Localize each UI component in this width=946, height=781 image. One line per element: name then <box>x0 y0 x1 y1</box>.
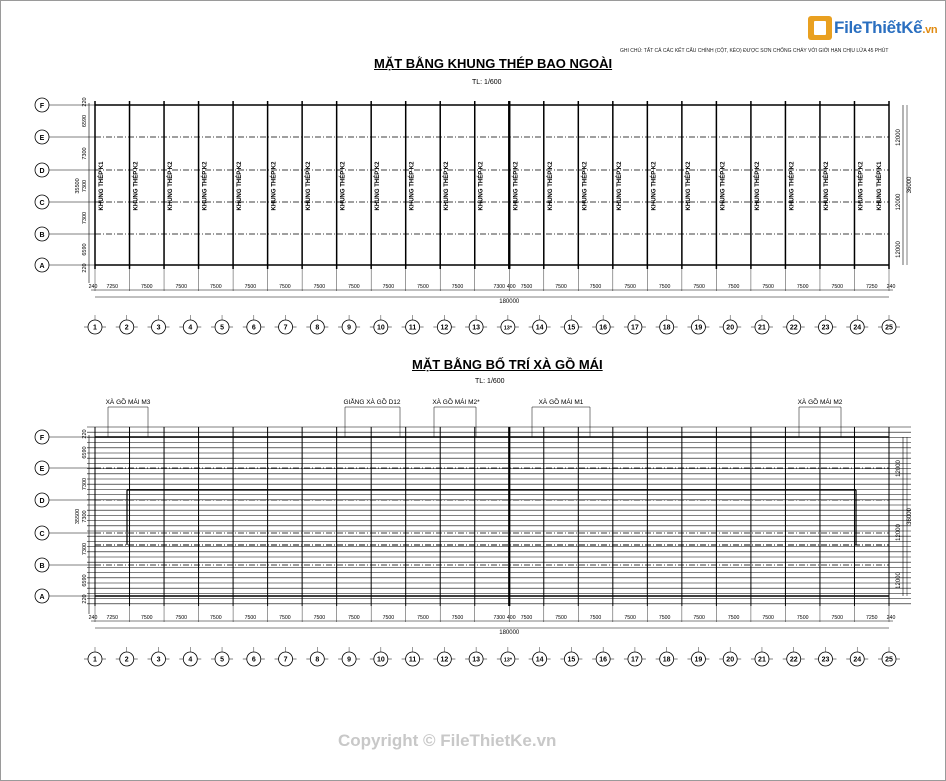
left-dim-text: 7300 <box>82 179 88 193</box>
frame-label: KHUNG THÉP K2 <box>271 161 278 211</box>
copyright-watermark: Copyright © FileThietKe.vn <box>338 731 557 750</box>
bottom-dim-text: 7250 <box>106 284 119 290</box>
purlin-callout-label: XÀ GỒ MÁI M2 <box>797 399 843 406</box>
right-dim-text: 12000 <box>896 193 902 211</box>
bottom-dim-text: 7250 <box>865 284 878 290</box>
bottom-dim-text: 7500 <box>658 615 671 621</box>
right-dim-text: 12000 <box>896 241 902 258</box>
col-axis-label: 12 <box>440 656 449 664</box>
col-axis-label: 2 <box>124 324 129 332</box>
plan2-title: MẶT BẰNG BỐ TRÍ XÀ GỒ MÁI <box>412 357 603 372</box>
bottom-dim-text: 7500 <box>624 284 636 290</box>
right-dim-text: 12000 <box>896 129 902 146</box>
bottom-dim-text: 7500 <box>313 284 326 290</box>
bottom-dim-text: 7500 <box>727 284 740 290</box>
frame-label: KHUNG THÉP K2 <box>789 161 796 211</box>
row-axis-label: D <box>39 168 45 175</box>
row-axis-label: C <box>39 531 45 538</box>
col-axis-label: 7 <box>283 656 288 664</box>
left-dim-text: 220 <box>82 594 88 604</box>
bottom-dim-text: 7500 <box>693 284 705 290</box>
bottom-dim-text: 7250 <box>865 615 878 621</box>
col-axis-label: 20 <box>726 656 735 664</box>
left-dim-text: 7300 <box>82 477 88 491</box>
row-axis-label: C <box>39 200 45 207</box>
bottom-dim-text: 7500 <box>244 615 257 621</box>
frame-label: KHUNG THÉP K2 <box>720 161 727 211</box>
bottom-dim-text: 7500 <box>279 284 291 290</box>
frame-label: KHUNG THÉP K2 <box>133 161 140 211</box>
frame-label: KHUNG THÉP K1 <box>877 161 883 211</box>
col-axis-label: 15 <box>567 324 576 332</box>
col-axis-label: 18 <box>662 324 671 332</box>
col-axis-label: 8 <box>315 324 320 332</box>
bottom-dim-text: 7500 <box>762 615 774 621</box>
bottom-dim-text: 7500 <box>796 615 809 621</box>
bottom-dim-text: 7500 <box>520 284 533 290</box>
bottom-dim-text: 7500 <box>244 284 257 290</box>
purlin-callout-label: XÀ GỒ MÁI M3 <box>105 399 151 406</box>
col-axis-label: 5 <box>220 324 224 332</box>
frame-label: KHUNG THÉP K2 <box>202 161 209 211</box>
col-axis-label: 10 <box>376 324 385 332</box>
bottom-dim-text: 7500 <box>279 615 291 621</box>
col-axis-label: 14 <box>535 656 544 664</box>
bottom-dim-text: 240 <box>88 284 98 290</box>
left-dim-text: 6590 <box>82 574 88 587</box>
left-dim-text: 220 <box>82 97 88 107</box>
left-dim-text: 7300 <box>82 147 88 160</box>
bottom-dim-text: 7500 <box>831 615 843 621</box>
frame-label: KHUNG THÉP K2 <box>754 161 761 211</box>
bottom-dim-text: 7500 <box>417 284 429 290</box>
col-axis-label: 2 <box>124 656 129 664</box>
row-axis-label: A <box>39 263 45 270</box>
col-axis-label: 1 <box>93 324 97 332</box>
bottom-dim-text: 7500 <box>589 615 602 621</box>
col-axis-label: 19 <box>694 324 703 332</box>
left-dim-text: 6590 <box>82 114 88 128</box>
bottom-dim-text: 7500 <box>555 284 567 290</box>
col-axis-label: 25 <box>885 324 893 332</box>
col-axis-label: 22 <box>789 324 798 332</box>
plan2-scale: TL: 1/600 <box>475 378 505 385</box>
col-axis-label: 11 <box>408 324 417 332</box>
bottom-dim-text: 7500 <box>693 615 705 621</box>
col-axis-label: 24 <box>853 324 862 332</box>
right-dim-text: 12000 <box>896 460 902 477</box>
frame-label: KHUNG THÉP K2 <box>168 161 175 211</box>
left-dim-text: 220 <box>82 263 88 273</box>
bottom-dim-text: 240 <box>88 615 98 621</box>
bottom-dim-text: 7500 <box>451 284 464 290</box>
bottom-dim-text: 7300 <box>493 615 506 621</box>
left-dim-text: 6590 <box>82 446 88 459</box>
col-axis-label: 6 <box>251 656 256 664</box>
bottom-dim-text: 7500 <box>348 284 360 290</box>
bottom-dim-text: 7500 <box>796 284 809 290</box>
general-note: GHI CHÚ: TẤT CẢ CÁC KẾT CẤU CHÍNH (CỘT, KÈO) ĐƯỢC SƠN CHỐNG CHÁY VỚI GIỚI HẠN CHỊU LỬA 45 PHÚT <box>620 48 889 54</box>
col-axis-label: 9 <box>347 324 352 332</box>
col-axis-label: 18 <box>662 656 671 664</box>
col-axis-label: 11 <box>408 656 417 664</box>
frame-label: KHUNG THÉP K2 <box>823 161 830 211</box>
col-axis-label: 16 <box>599 324 608 332</box>
col-axis-label: 19 <box>694 656 703 664</box>
frame-label: KHUNG THÉP K2 <box>513 161 520 211</box>
col-axis-label: 6 <box>251 324 256 332</box>
bottom-dim-text: 7500 <box>762 284 774 290</box>
frame-label: KHUNG THÉP K2 <box>444 161 451 211</box>
left-dim-text: 220 <box>82 429 88 439</box>
frame-label: KHUNG THÉP K2 <box>375 161 382 211</box>
col-axis-label: 25 <box>885 656 893 664</box>
bottom-dim-text: 7500 <box>382 284 395 290</box>
row-axis-label: A <box>39 594 45 601</box>
col-axis-label: 21 <box>758 324 766 332</box>
right-overall-dim-text: 36000 <box>907 176 913 194</box>
left-dim-text: 7300 <box>82 510 88 523</box>
left-mid-dim-text: 35500 <box>75 178 81 194</box>
col-axis-label: 13 <box>472 656 481 664</box>
col-axis-label: 14 <box>535 324 544 332</box>
row-axis-label: E <box>39 135 45 142</box>
left-mid-dim-text: 35500 <box>75 508 81 525</box>
bottom-dim-text: 240 <box>886 284 896 290</box>
bottom-dim-text: 7500 <box>210 284 222 290</box>
col-axis-label: 21 <box>758 656 766 664</box>
col-axis-label: 20 <box>726 324 735 332</box>
row-axis-label: F <box>39 103 45 110</box>
bottom-dim-text: 7500 <box>175 284 188 290</box>
bottom-dim-text: 7500 <box>520 615 533 621</box>
col-axis-label: 23 <box>821 656 830 664</box>
plan1-scale: TL: 1/600 <box>472 79 502 86</box>
col-axis-label: 23 <box>821 324 830 332</box>
row-axis-label: E <box>39 466 45 473</box>
col-axis-label: 12 <box>440 324 449 332</box>
col-axis-label: 9 <box>347 656 352 664</box>
bottom-dim-text: 7500 <box>141 284 153 290</box>
bottom-dim-text: 7500 <box>313 615 326 621</box>
bottom-dim-text: 7250 <box>106 615 119 621</box>
frame-label: KHUNG THÉP K2 <box>616 161 623 211</box>
purlin-callout-label: GIẰNG XÀ GỒ D12 <box>343 399 401 406</box>
frame-label: KHUNG THÉP K2 <box>340 161 347 211</box>
overall-length-text: 180000 <box>499 630 520 636</box>
bottom-dim-text: 7500 <box>555 615 567 621</box>
bottom-dim-text: 7500 <box>658 284 671 290</box>
bottom-dim-text: 7500 <box>451 615 464 621</box>
col-axis-label: 1 <box>93 656 97 664</box>
bottom-dim-text: 7500 <box>175 615 188 621</box>
frame-label: KHUNG THÉP K2 <box>409 161 416 211</box>
row-axis-label: D <box>39 498 45 505</box>
col-axis-label: 17 <box>631 656 639 664</box>
col-axis-label: 4 <box>188 324 193 332</box>
purlin-callout-label: XÀ GỒ MÁI M1 <box>538 399 584 406</box>
purlin-layout-plan <box>35 396 913 666</box>
right-overall-dim-text: 36000 <box>907 508 913 525</box>
left-dim-text: 7300 <box>82 542 88 556</box>
frame-label: KHUNG THÉP K1 <box>99 161 105 211</box>
frame-label: KHUNG THÉP K2 <box>237 161 244 211</box>
col-axis-label: 5 <box>220 656 224 664</box>
left-dim-text: 7300 <box>82 211 88 225</box>
frame-label: KHUNG THÉP K2 <box>478 161 485 211</box>
bottom-dim-text: 7500 <box>727 615 740 621</box>
col-axis-label: 17 <box>631 324 639 332</box>
frame-label: KHUNG THÉP K2 <box>685 161 692 211</box>
right-dim-text: 12000 <box>896 572 902 589</box>
row-axis-label: B <box>39 563 45 570</box>
left-dim-text: 6590 <box>82 243 88 256</box>
steel-frame-plan <box>35 97 913 334</box>
bottom-dim-text: 7500 <box>624 615 636 621</box>
logo-name: FileThiếtKế <box>834 18 923 37</box>
col-axis-label: 7 <box>283 324 288 332</box>
col-axis-label: 15 <box>567 656 576 664</box>
bottom-dim-text: 7500 <box>348 615 360 621</box>
bottom-dim-text: 7500 <box>417 615 429 621</box>
frame-label: KHUNG THÉP K2 <box>306 161 313 211</box>
col-axis-label: 13 <box>472 324 481 332</box>
logo-domain: .vn <box>922 24 938 36</box>
col-axis-label: 4 <box>188 656 193 664</box>
bottom-dim-text: 7500 <box>589 284 602 290</box>
bottom-dim-text: 7500 <box>141 615 153 621</box>
bottom-dim-text: 7500 <box>210 615 222 621</box>
frame-label: KHUNG THÉP K2 <box>547 161 554 211</box>
col-axis-label: 22 <box>789 656 798 664</box>
col-axis-label: 3 <box>156 324 161 332</box>
frame-label: KHUNG THÉP K2 <box>582 161 589 211</box>
col-axis-label: 13* <box>503 325 513 332</box>
col-axis-label: 13* <box>503 657 513 664</box>
plan1-title: MẶT BẰNG KHUNG THÉP BAO NGOÀI <box>374 56 613 71</box>
bottom-dim-text: 7500 <box>382 615 395 621</box>
bottom-dim-text: 7300 <box>493 284 506 290</box>
frame-label: KHUNG THÉP K2 <box>651 161 658 211</box>
col-axis-label: 3 <box>156 656 161 664</box>
bottom-dim-text: 400 <box>506 615 516 621</box>
bottom-dim-text: 400 <box>506 284 516 290</box>
col-axis-label: 24 <box>853 656 862 664</box>
col-axis-label: 16 <box>599 656 608 664</box>
row-axis-label: F <box>39 435 45 442</box>
purlin-callout-label: XÀ GỒ MÁI M2* <box>432 399 480 406</box>
frame-label: KHUNG THÉP K2 <box>858 161 865 211</box>
row-axis-label: B <box>39 232 45 239</box>
bottom-dim-text: 240 <box>886 615 896 621</box>
bottom-dim-text: 7500 <box>831 284 843 290</box>
col-axis-label: 10 <box>376 656 385 664</box>
right-dim-text: 12000 <box>896 524 902 541</box>
overall-length-text: 180000 <box>499 299 520 305</box>
col-axis-label: 8 <box>315 656 320 664</box>
